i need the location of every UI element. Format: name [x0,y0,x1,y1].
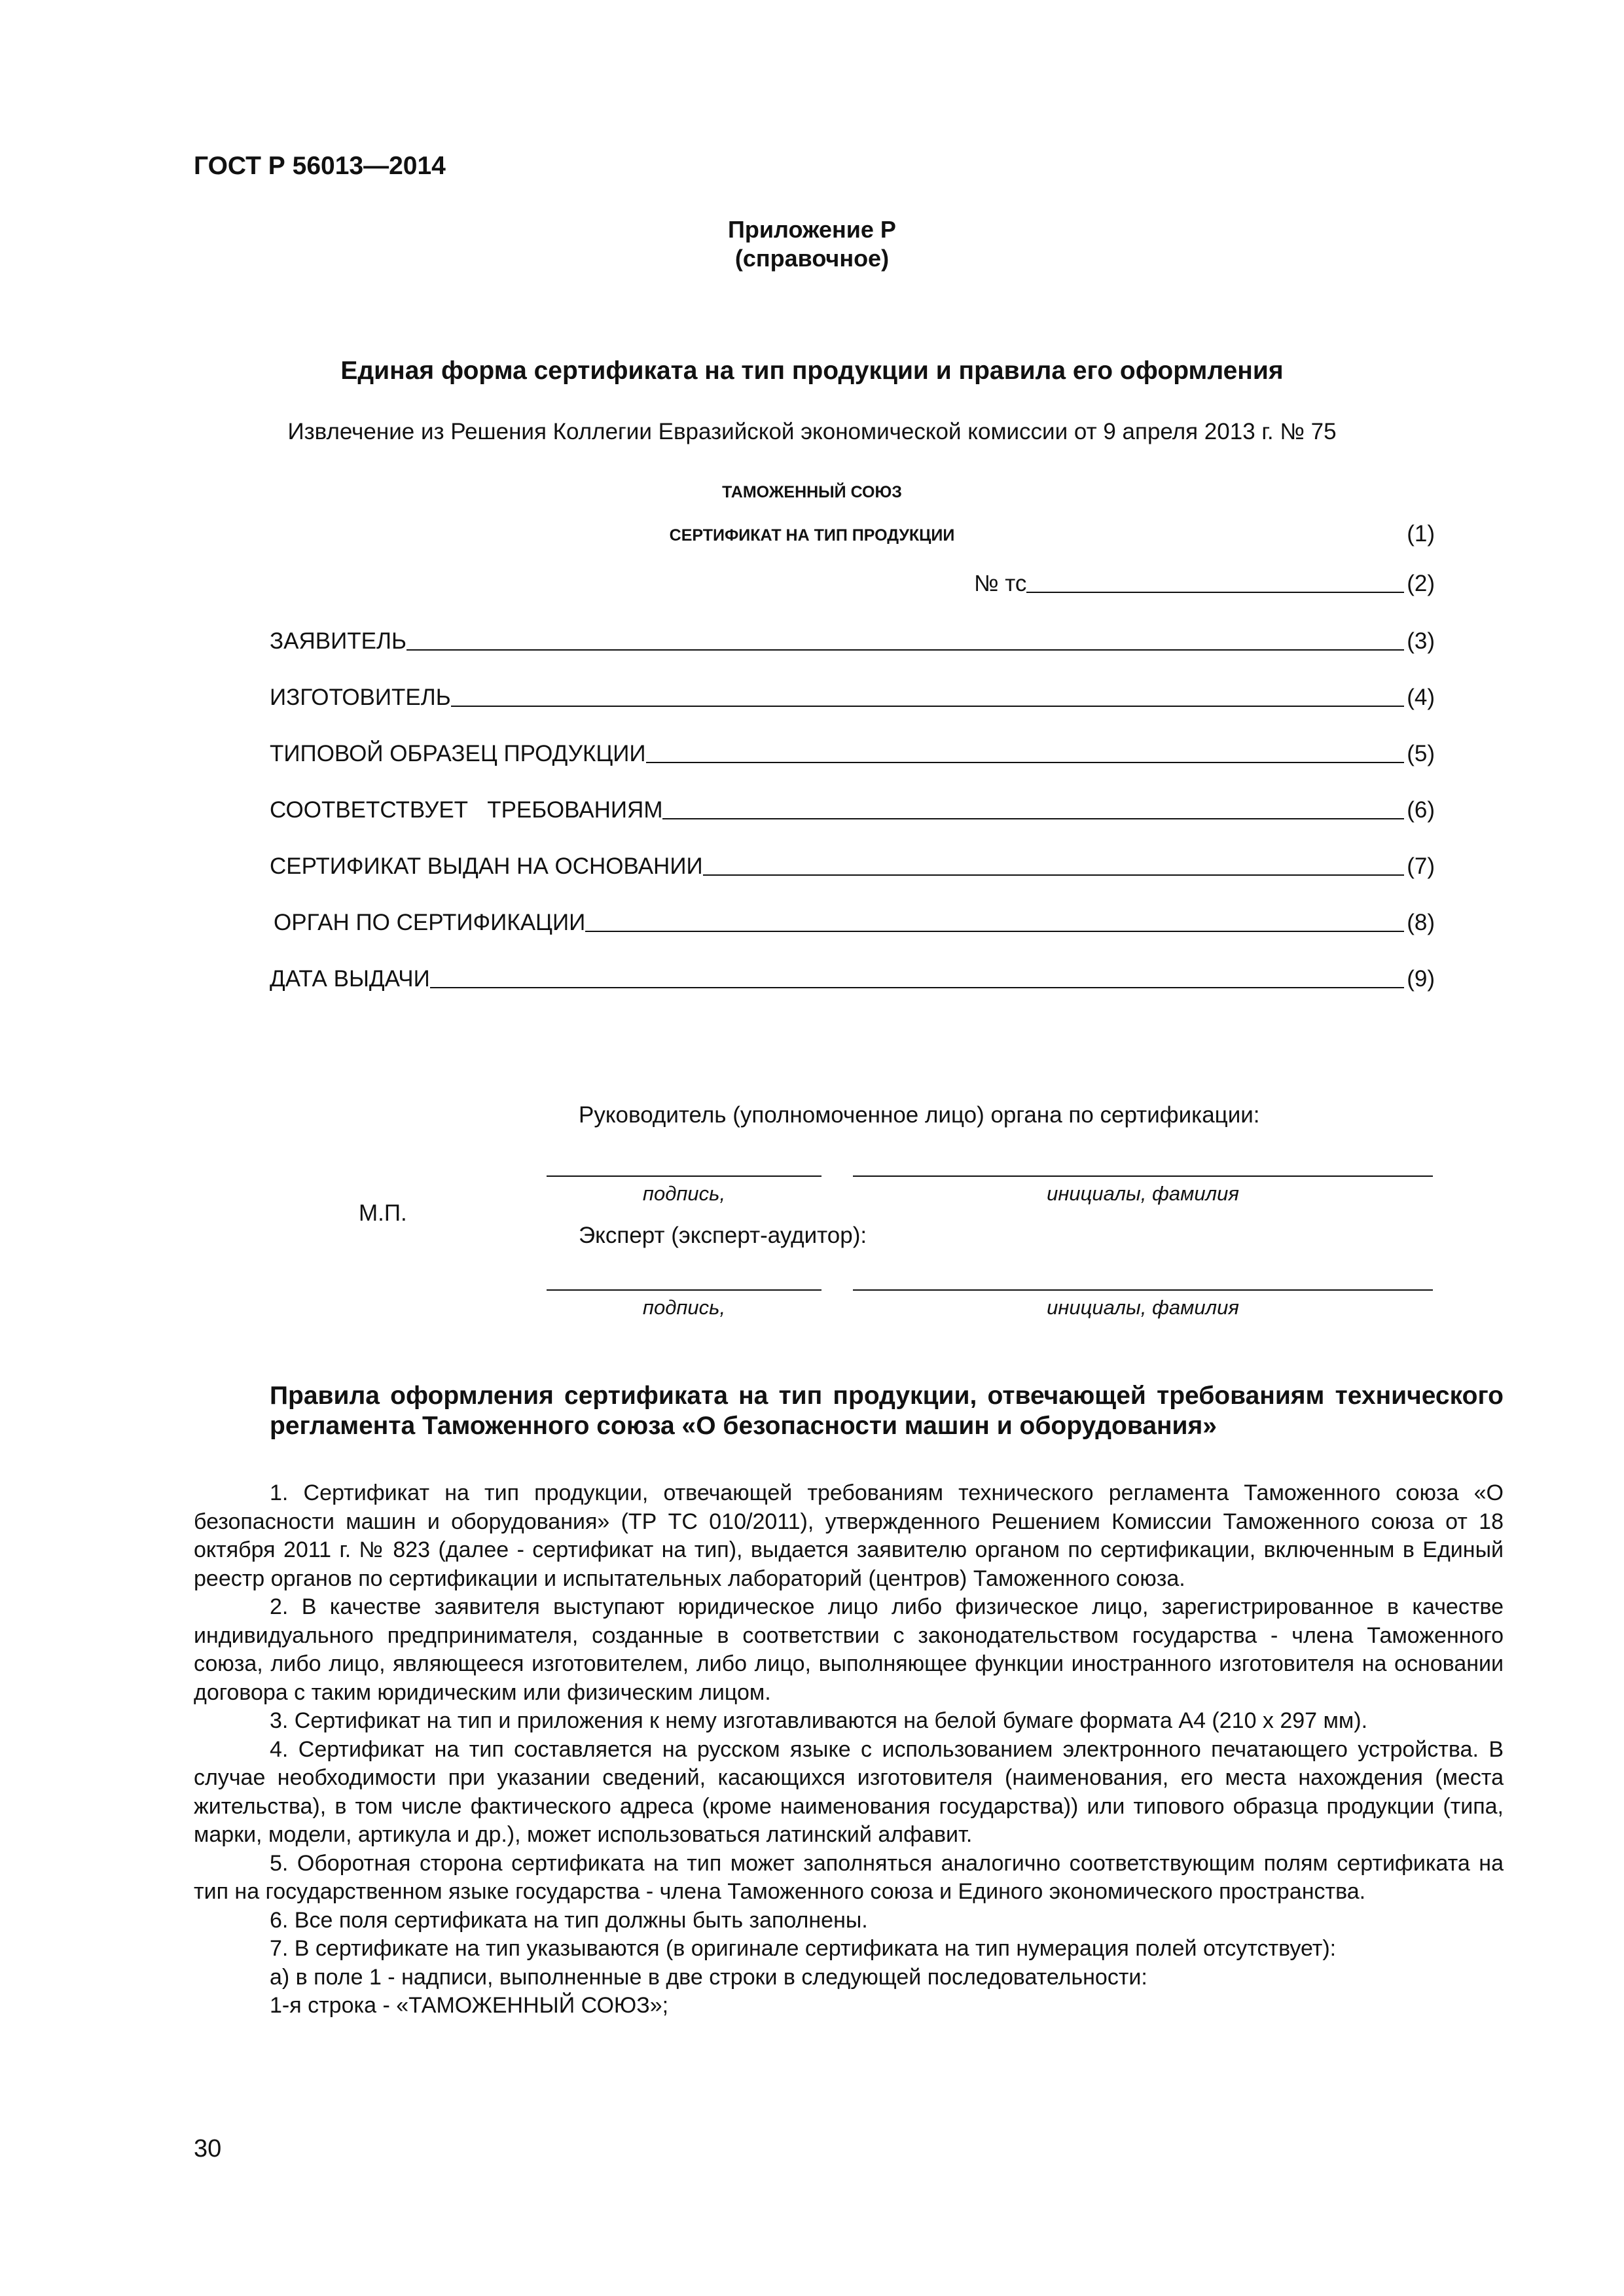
expert-label: Эксперт (эксперт-аудитор): [579,1223,867,1248]
expert-name-line [853,1289,1433,1291]
rules-paragraph: 5. Оборотная сторона сертификата на тип может заполняться аналогично соответствующим полям сертификата на тип на государственном языке государства - члена Таможенного союза и Единого экономического пространства. [194,1850,1504,1904]
rules-body [194,1479,1504,2020]
rules-paragraph: 1. Сертификат на тип продукции, отвечающей требованиям технического регламента Таможенного союза «О безопасности машин и оборудования» (ТР ТС 010/2011), утвержденного Решением Комиссии Таможенного союза от 18 октября 2011 г. № 823 (далее - сертификат на тип), выдается заявителю органом по сертификации, включенным в Единый реестр органов по сертификации и испытательных лабораторий (центров) Таможенного союза. [194,1480,1504,1591]
expert-signature-line [547,1289,821,1291]
field-product-sample [270,734,1435,767]
rules-paragraph: 2. В качестве заявителя выступают юридическое лицо либо физическое лицо, зарегистрированное в качестве индивидуального предпринимателя, созданные в соответствии с законодательством государства - члена Таможенного союза, либо лицо, являющееся изготовителем, либо лицо, выполняющее функции иностранного изготовителя на основании договора с таким юридическим или физическим лицом. [194,1594,1504,1705]
form-title: Единая форма сертификата на тип продукции и правила его оформления [340,357,1284,385]
appendix-kind: (справочное) [734,245,890,272]
certificate-number-line [1026,565,1404,593]
head-label: Руководитель (уполномоченное лицо) органа по сертификации: [579,1102,1260,1128]
certificate-number-label: № тс [974,571,1027,596]
head-name-line [853,1175,1433,1177]
certificate-number-num: (2) [1407,571,1435,596]
certificate-number-field [974,564,1435,597]
expert-signature-caption: подпись, [642,1296,726,1319]
expert-name-caption: инициалы, фамилия [1047,1296,1239,1319]
field-label: СЕРТИФИКАТ ВЫДАН НА ОСНОВАНИИ [270,853,703,879]
field-line [703,848,1405,876]
field-line [585,905,1404,932]
head-signature-caption: подпись, [642,1182,726,1205]
head-name-caption: инициалы, фамилия [1047,1182,1239,1205]
rules-title: Правила оформления сертификата на тип продукции, отвечающей требованиям технического регламента Таможенного союза «О безопасности машин и оборудования» [270,1382,1504,1440]
field-issue-date [270,960,1435,992]
field-basis [270,847,1435,880]
field-applicant [270,622,1435,655]
field-label: ЗАЯВИТЕЛЬ [270,628,406,654]
rules-paragraph: 7. В сертификате на тип указываются (в оригинале сертификата на тип нумерация полей отсутствует): [270,1936,1337,1961]
field-line [646,736,1405,763]
certificate-title: СЕРТИФИКАТ НА ТИП ПРОДУКЦИИ [669,526,955,545]
rules-paragraph: 6. Все поля сертификата на тип должны быть заполнены. [270,1907,868,1933]
field-certification-body [274,903,1435,936]
rules-paragraph: 1-я строка - «ТАМОЖЕННЫЙ СОЮЗ»; [270,1993,669,2018]
head-signature-line [547,1175,821,1177]
field-number: (9) [1407,966,1435,992]
field-label: ДАТА ВЫДАЧИ [270,966,430,992]
field-line [662,792,1404,819]
extract-note: Извлечение из Решения Коллегии Евразийской экономической комиссии от 9 апреля 2013 г. № 75 [287,419,1337,444]
field-number: (5) [1407,741,1435,766]
standard-number: ГОСТ Р 56013—2014 [194,152,446,180]
field-label: ТИПОВОЙ ОБРАЗЕЦ ПРОДУКЦИИ [270,741,646,766]
field-number: (3) [1407,628,1435,654]
field-manufacturer [270,678,1435,711]
appendix-title: Приложение Р [728,216,896,243]
field-label: ИЗГОТОВИТЕЛЬ [270,685,451,710]
certificate-title-number: (1) [1407,521,1435,547]
field-requirements [270,791,1435,823]
field-line [451,679,1405,707]
field-number: (4) [1407,685,1435,710]
rules-paragraph: 4. Сертификат на тип составляется на русском языке с использованием электронного печатающего устройства. В случае необходимости при указании сведений, касающихся изготовителя (наименования, его места нахождения (места жительства), в том числе фактического адреса (кроме наименования государства)) или типового образца продукции (типа, марки, модели, артикула и др.), может использоваться латинский алфавит. [194,1736,1504,1847]
field-number: (6) [1407,797,1435,823]
customs-union-heading: ТАМОЖЕННЫЙ СОЮЗ [722,483,902,501]
field-line [430,961,1404,988]
stamp-place: М.П. [359,1200,407,1226]
field-number: (8) [1407,910,1435,935]
rules-paragraph: 3. Сертификат на тип и приложения к нему изготавливаются на белой бумаге формата А4 (210 х 297 мм). [270,1708,1368,1733]
field-label: СООТВЕТСТВУЕТ ТРЕБОВАНИЯМ [270,797,663,823]
rules-paragraph: а) в поле 1 - надписи, выполненные в две строки в следующей последовательности: [270,1964,1147,1990]
field-label: ОРГАН ПО СЕРТИФИКАЦИИ [274,910,586,935]
field-number: (7) [1407,853,1435,879]
page-number: 30 [194,2135,222,2162]
field-line [406,623,1404,651]
